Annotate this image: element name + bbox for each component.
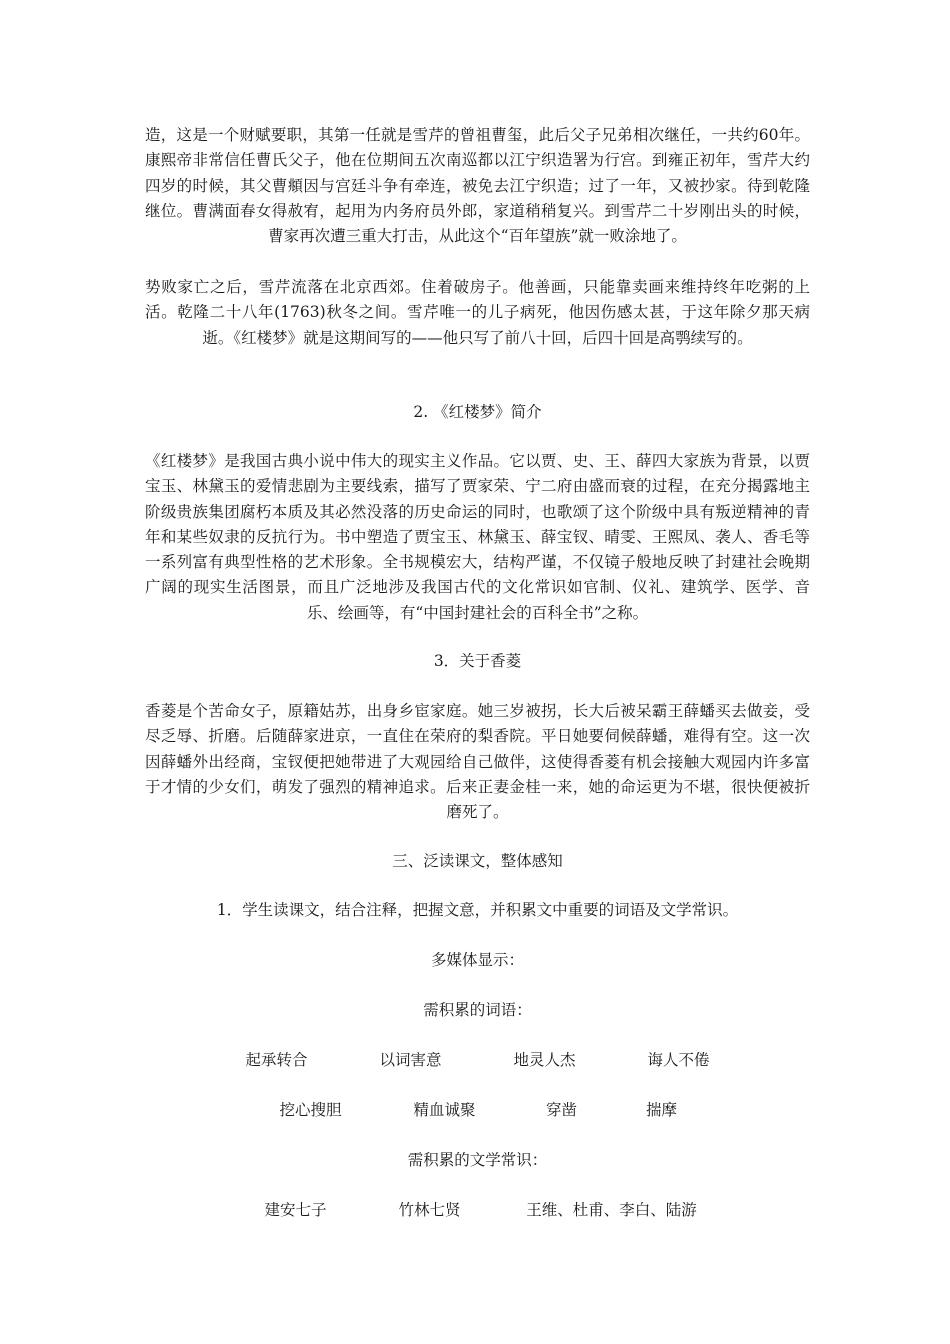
literature-row [145,1198,810,1223]
word-item: 诲人不倦 [647,1051,710,1069]
word-item: 穿凿 [545,1101,577,1119]
paragraph-honglou-intro: 《红楼梦》是我国古典小说中伟大的现实主义作品。它以贾、史、王、薛四大家族为背景，以贾宝玉、林黛玉的爱情悲剧为主要线索，描写了贾家荣、宁二府由盛而衰的过程，在充分揭露地主阶级贵族集团腐朽本质及其必然没落的历史命运的同时，也歌颂了这个阶级中具有叛逆精神的青年和某些奴隶的反抗行为。书中塑造了贾宝玉、林黛玉、薛宝钗、晴雯、王熙凤、袭人、香毛等一系列富有典型性格的艺术形象。全书规模宏大，结构严谨，不仅镜子般地反映了封建社会晚期广阔的现实生活图景，而且广泛地涉及我国古代的文化常识如官制、仪礼、建筑学、医学、音乐、绘画等，有“中国封建社会的百科全书”之称。 [145,452,810,622]
multimedia-label: 多媒体显示： [430,951,524,969]
word-item: 地灵人杰 [513,1051,576,1069]
word-item: 起承转合 [245,1051,308,1069]
words-row-2 [145,1098,810,1123]
words-row-1 [145,1048,810,1073]
paragraph-xueqin-later-life: 势败家亡之后，雪芹流落在北京西郊。住着破房子。他善画，只能靠卖画来维持终年吃粥的上活。乾隆二十八年(1763)秋冬之间。雪芹唯一的儿子病死，他因伤感太甚，于这年除夕那天病逝。《红楼梦》就是这期间写的——他只写了前八十回，后四十回是高鹗续写的。 [145,278,810,347]
paragraph-xiangling: 香菱是个苦命女子，原籍姑苏，出身乡宦家庭。她三岁被拐，长大后被呆霸王薛蟠买去做妾，受尽乏辱、折磨。后随薛家进京，一直住在荣府的梨香院。平日她要伺候薛蟠，难得有空。这一次因薛蟠外出经商，宝钗便把她带进了大观园给自己做伴，这使得香菱有机会接触大观园内许多富于才情的少女们，萌发了强烈的精神追求。后来正妻金桂一来，她的命运更为不堪，很快便被折磨死了。 [145,702,810,822]
literature-title: 需积累的文学常识： [407,1151,548,1169]
word-item: 揣摩 [645,1101,677,1119]
task-read-text: 1．学生读课文，结合注释，把握文意，并积累文中重要的词语及文学常识。 [216,901,739,919]
heading-honglou-intro: 2. 《红楼梦》简介 [413,403,542,421]
word-item: 精血诚聚 [413,1101,476,1119]
literature-item: 王维、杜甫、李白、陆游 [526,1201,697,1219]
section-heading-reading: 三、泛读课文，整体感知 [392,852,563,870]
word-item: 挖心搜胆 [279,1101,342,1119]
literature-item: 建安七子 [264,1201,327,1219]
literature-item: 竹林七贤 [398,1201,461,1219]
word-item: 以词害意 [379,1051,442,1069]
paragraph-cao-family: 造，这是一个财赋要职，其第一任就是雪芹的曾祖曹玺，此后父子兄弟相次继任，一共约60年。康熙帝非常信任曹氏父子，他在位期间五次南巡都以江宁织造署为行宫。到雍正初年，雪芹大约四岁的时候，其父曹頫因与宫廷斗争有牵连，被免去江宁织造；过了一年，又被抄家。待到乾隆继位。曹满面春女得赦宥，起用为内务府员外郎，家道稍稍复兴。到雪芹二十岁刚出头的时候，曹家再次遭三重大打击，从此这个“百年望族”就一败涂地了。 [145,126,810,246]
heading-xiangling: 3．关于香菱 [433,652,522,670]
words-title: 需积累的词语： [423,1001,532,1019]
